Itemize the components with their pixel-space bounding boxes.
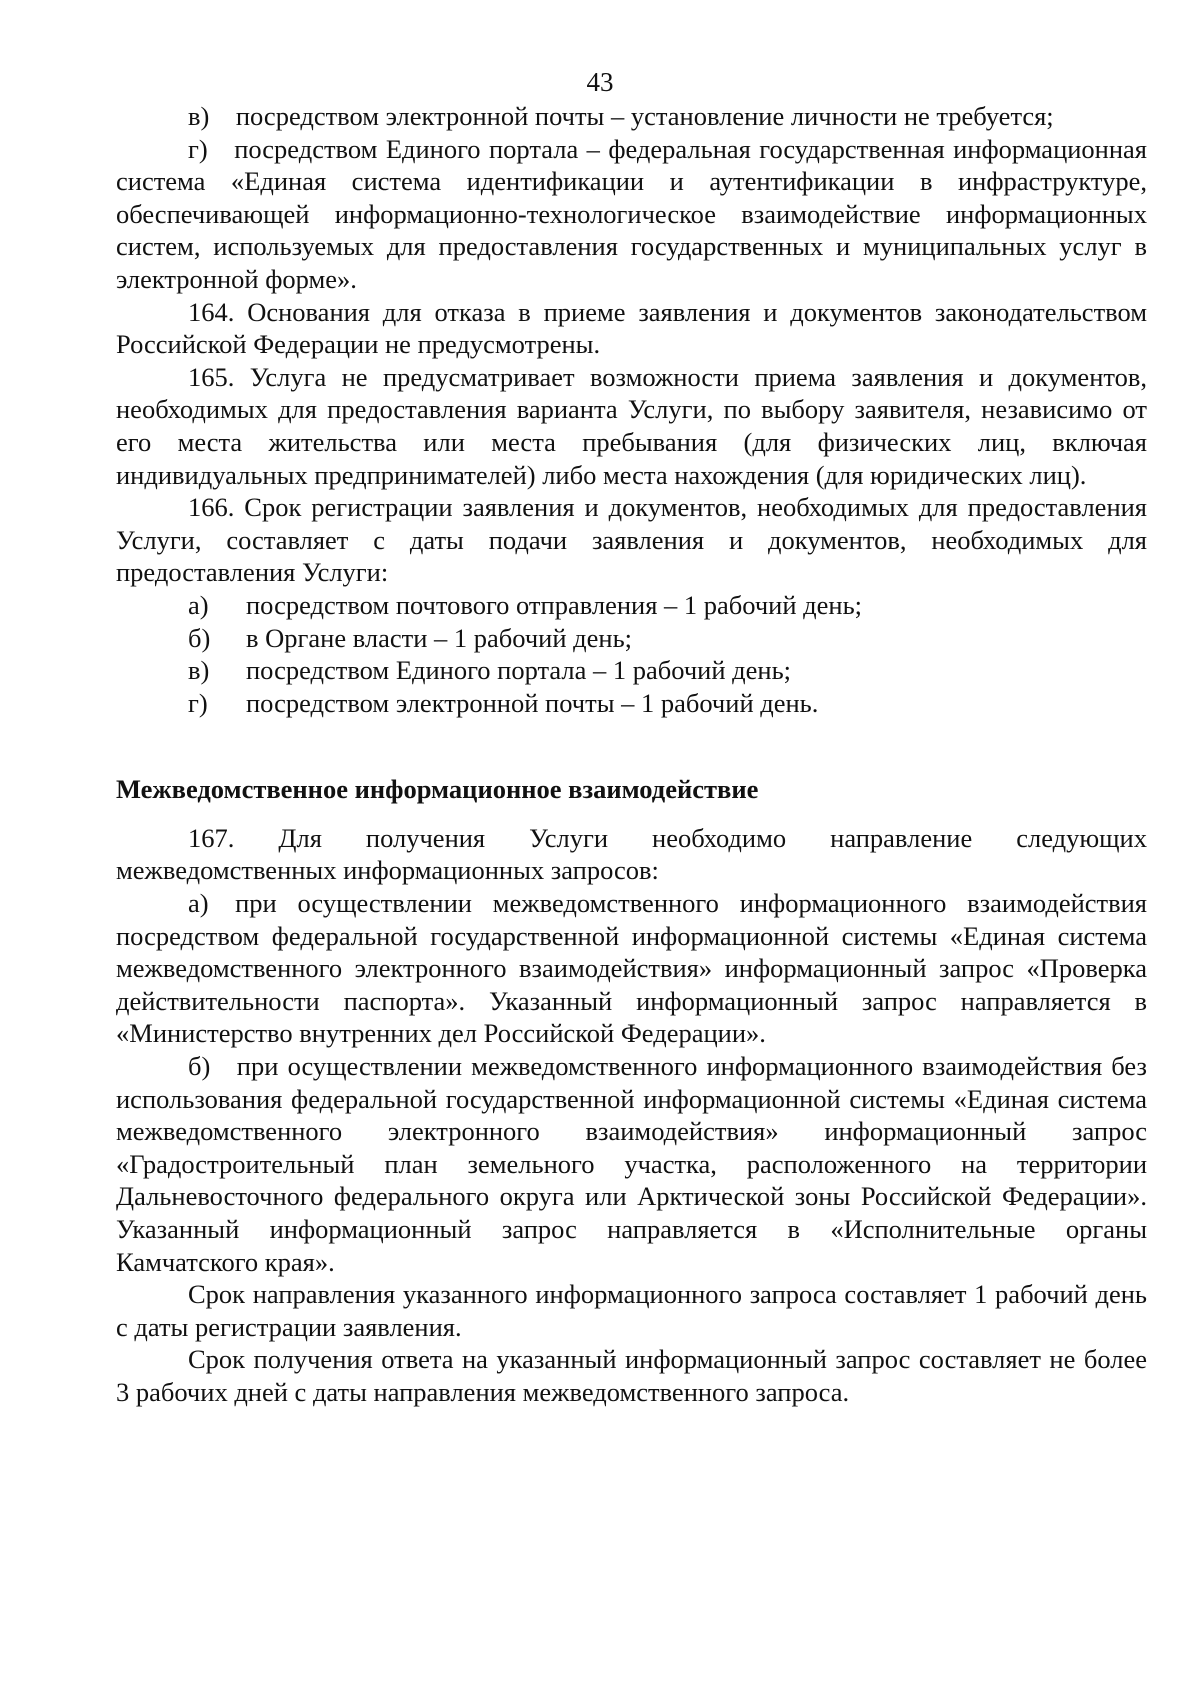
paragraph-request-deadline: Срок направления указанного информационного запроса составляет 1 рабочий день с даты регистрации заявления.	[116, 1279, 1147, 1342]
paragraph-165: 165. Услуга не предусматривает возможности приема заявления и документов, необходимых для предоставления варианта Услуги, по выбору заявителя, независимо от его места жительства или места пребывания (для физических лиц, включая индивидуальных предпринимателей) либо места нахождения (для юридических лиц).	[116, 361, 1147, 490]
list-item-text: в Органе власти – 1 рабочий день;	[246, 622, 633, 653]
paragraph-167-a: а) при осуществлении межведомственного информационного взаимодействия посредством федеральной государственной информационной системы «Единая система межведомственного электронного взаимодействия» информационный запрос «Проверка действительности паспорта». Указанный информационный запрос направляется в «Министерство внутренних дел Российской Федерации».	[116, 888, 1147, 1049]
document-body	[116, 100, 1147, 1409]
list-item-label: б)	[188, 622, 211, 653]
list-item	[116, 622, 1147, 655]
list-item-text: посредством Единого портала – 1 рабочий день;	[246, 655, 792, 686]
paragraph-g-portal: г) посредством Единого портала – федеральная государственная информационная система «Единая система идентификации и аутентификации в инфраструктуре, обеспечивающей информационно-технологическое взаимодействие информационных систем, используемых для предоставления государственных и муниципальных услуг в электронной форме».	[116, 133, 1147, 294]
list-item-label: г)	[188, 687, 208, 718]
paragraph-166: 166. Срок регистрации заявления и документов, необходимых для предоставления Услуги, составляет с даты подачи заявления и документов, необходимых для предоставления Услуги:	[116, 492, 1147, 588]
list-item-label: в)	[188, 655, 210, 686]
page-number: 43	[586, 67, 614, 97]
list-item-text: посредством электронной почты – 1 рабочий день.	[246, 687, 819, 718]
list-item-label: а)	[188, 589, 209, 620]
paragraph-164: 164. Основания для отказа в приеме заявления и документов законодательством Российской Федерации не предусмотрены.	[116, 296, 1147, 360]
section-heading: Межведомственное информационное взаимодействие	[116, 774, 759, 805]
list-item	[116, 687, 1147, 720]
list-166	[116, 589, 1147, 719]
paragraph-v-email: в) посредством электронной почты – установление личности не требуется;	[188, 101, 1054, 131]
list-item	[116, 589, 1147, 622]
paragraph-response-deadline: Срок получения ответа на указанный информационный запрос составляет не более 3 рабочих дней с даты направления межведомственного запроса.	[116, 1344, 1147, 1407]
paragraph-167: 167. Для получения Услуги необходимо направление следующих межведомственных информационных запросов:	[116, 822, 1147, 886]
list-item-text: посредством почтового отправления – 1 рабочий день;	[246, 589, 863, 620]
paragraph-167-b: б) при осуществлении межведомственного информационного взаимодействия без использования федеральной государственной информационной системы «Единая система межведомственного электронного взаимодействия» информационный запрос «Градостроительный план земельного участка, расположенного на территории Дальневосточного федерального округа или Арктической зоны Российской Федерации». Указанный информационный запрос направляется в «Исполнительные органы Камчатского края».	[116, 1051, 1147, 1277]
list-item	[116, 654, 1147, 687]
